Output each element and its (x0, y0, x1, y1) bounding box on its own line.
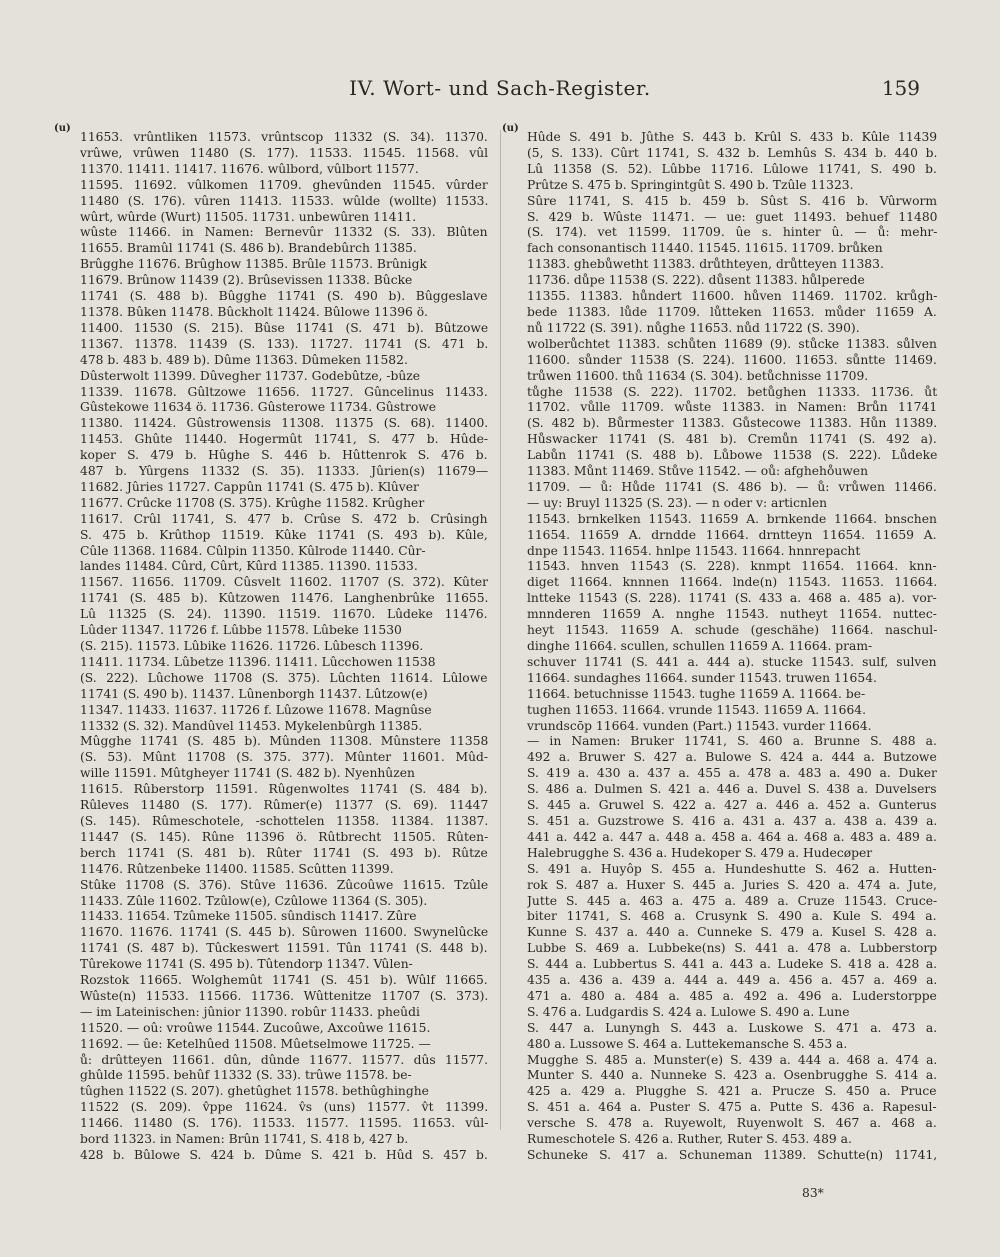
text-line: Sûre 11741, S. 415 b. 459 b. Sûst S. 416 b. Vûrworm (527, 193, 937, 208)
text-line: Lubbe S. 469 a. Lubbeke(ns) S. 441 a. 478 a. Lubberstorp (527, 941, 937, 956)
text-line: Gûstekowe 11634 ö. 11736. Gûsterowe 11734. Gûstrowe (80, 400, 437, 415)
text-line: Rozstok 11665. Wolghemût 11741 (S. 451 b). Wûlf 11665. (80, 973, 488, 988)
text-line: dinghe 11664. scullen, schullen 11659 A. 11664. pram- (527, 639, 873, 653)
text-line: S. 451 a. 464 a. Puster S. 475 a. Putte S. 436 a. Rapesul- (527, 1100, 937, 1115)
text-line: Rûleves 11480 (S. 177). Rûmer(e) 11377 (S. 69). 11447 (80, 798, 488, 813)
text-line: 11378. Bûken 11478. Bûckholt 11424. Bûlowe 11396 ö. (80, 304, 428, 319)
text-line: versche S. 478 a. Ruyewolt, Ruyenwolt S. 467 a. 468 a. (527, 1116, 937, 1131)
text-line: 435 a. 436 a. 439 a. 444 a. 449 a. 456 a. 457 a. 469 a. (527, 973, 937, 988)
text-line: 11741 (S. 487 b). Tûckeswert 11591. Tûn 11741 (S. 448 b). (80, 941, 488, 956)
text-line: wille 11591. Mûtgheyer 11741 (S. 482 b). Nyenhûzen (80, 766, 415, 781)
text-line: Mugghe S. 485 a. Munster(e) S. 439 a. 444 a. 468 a. 474 a. (527, 1052, 937, 1067)
text-line: Lûder 11347. 11726 f. Lûbbe 11578. Lûbeke 11530 (80, 623, 402, 638)
text-line: diget 11664. knnnen 11664. lnde(n) 11543. 11653. 11664. (527, 575, 937, 590)
text-line: Hûde S. 491 b. Jûthe S. 443 b. Krûl S. 433 b. Kûle 11439 (527, 130, 937, 144)
text-line: Kunne S. 437 a. 440 a. Cunneke S. 479 a. Kusel S. 428 a. (527, 925, 937, 940)
text-line: 11543. hnven 11543 (S. 228). knmpt 11654. 11664. knn- (527, 559, 937, 574)
text-line: 11433. 11654. Tzûmeke 11505. sûndisch 11417. Zûre (80, 909, 417, 924)
text-line: (S. 145). Rûmeschotele, -schottelen 11358. 11384. 11387. (80, 813, 488, 828)
text-line: 11400. 11530 (S. 215). Bûse 11741 (S. 471 b). Bûtzowe (80, 320, 488, 335)
text-line: nů 11722 (S. 391). nůghe 11653. nůd 11722 (S. 390). (527, 320, 860, 335)
text-line: Munter S. 440 a. Nunneke S. 423 a. Osenbrugghe S. 414 a. (527, 1068, 937, 1083)
text-line: S. 475 b. Krûthop 11519. Kûke 11741 (S. 493 b). Kûle, (80, 527, 488, 542)
text-line: (5, S. 133). Cûrt 11741, S. 432 b. Lemhûs S. 434 b. 440 b. (527, 145, 937, 160)
text-line: — im Lateinischen: jûnior 11390. robûr 11433. pheûdi (80, 1004, 420, 1019)
text-line: landes 11484. Cûrd, Cûrt, Kûrd 11385. 11390. 11533. (80, 559, 418, 574)
text-line: 11617. Crûl 11741, S. 477 b. Crûse S. 472 b. Crûsingh (80, 511, 488, 526)
text-line: 11741 (S. 490 b). 11437. Lûnenborgh 11437. Lûtzow(e) (80, 686, 428, 701)
text-line: 11332 (S. 32). Mandûvel 11453. Mykelenbûrgh 11385. (80, 718, 423, 733)
text-line: 11682. Jûries 11727. Cappûn 11741 (S. 475 b). Klûver (80, 479, 419, 494)
text-line: — in Namen: Bruker 11741, S. 460 a. Brunne S. 488 a. (527, 734, 937, 749)
page-title: IV. Wort- und Sach-Register. (349, 76, 651, 100)
text-line: — uy: Bruyl 11325 (S. 23). — n oder v: articnlen (527, 495, 828, 510)
text-line: fach consonantisch 11440. 11545. 11615. 11709. brůken (527, 241, 883, 256)
text-line: (S. 222). Lûchowe 11708 (S. 375). Lûchten 11614. Lûlowe (80, 670, 488, 685)
text-line: dnpe 11543. 11654. hnlpe 11543. 11664. hnnrepacht (527, 543, 861, 558)
text-line: 487 b. Yûrgens 11332 (S. 35). 11333. Jûrien(s) 11679— (80, 464, 488, 479)
text-line: 11543. brnkelken 11543. 11659 A. brnkende 11664. bnschen (527, 511, 937, 526)
text-line: 11741 (S. 485 b). Kûtzowen 11476. Langhenbrûke 11655. (80, 591, 488, 606)
text-line: 11653. vrûntliken 11573. vrûntscop 11332 (S. 34). 11370. (80, 130, 488, 144)
text-line: 11339. 11678. Gûltzowe 11656. 11727. Gûncelinus 11433. (80, 384, 488, 399)
text-line: 11670. 11676. 11741 (S. 445 b). Sûrowen 11600. Swynelûcke (80, 925, 488, 940)
text-line: 11453. Ghûte 11440. Hogermût 11741, S. 477 b. Hûde- (80, 432, 488, 447)
text-line: Cûle 11368. 11684. Cûlpin 11350. Kûlrode 11440. Cûr- (80, 543, 426, 558)
text-line: 11679. Brûnow 11439 (2). Brûsevissen 11338. Bûcke (80, 273, 413, 288)
text-line: 480 a. Lussowe S. 464 a. Luttekemansche S. 453 a. (527, 1036, 848, 1051)
text-line: (S. 174). vet 11599. 11709. ûe s. hinter û. — ů: mehr- (527, 225, 937, 240)
text-line: 11466. 11480 (S. 176). 11533. 11577. 11595. 11653. vûl- (80, 1116, 488, 1131)
text-line: trůwen 11600. thů 11634 (S. 304). betůchnisse 11709. (527, 368, 869, 383)
text-line: mnnderen 11659 A. nnghe 11543. nutheyt 11654. nuttec- (527, 607, 937, 622)
text-line: rok S. 487 a. Huxer S. 445 a. Juries S. 420 a. 474 a. Jute, (527, 877, 937, 892)
text-line: wûrt, wûrde (Wurt) 11505. 11731. unbewûren 11411. (80, 209, 417, 224)
text-line: 11702. vůlle 11709. wůste 11383. in Namen: Brůn 11741 (527, 400, 937, 415)
text-line: Mûgghe 11741 (S. 485 b). Mûnden 11308. Mûnstere 11358 (80, 734, 488, 749)
text-line: 11370. 11411. 11417. 11676. wûlbord, vûlbort 11577. (80, 161, 419, 176)
text-line: 11654. 11659 A. drndde 11664. drntteyn 11654. 11659 A. (527, 527, 937, 542)
text-line: 11447 (S. 145). Rûne 11396 ö. Rûtbrecht 11505. Rûten- (80, 829, 488, 844)
text-line: bede 11383. lůde 11709. lůtteken 11653. můder 11659 A. (527, 304, 937, 319)
page-header (0, 76, 1000, 106)
text-line: 11383. Můnt 11469. Stůve 11542. — oů: afgheho̊uwen (527, 464, 869, 479)
text-line: 11522 (S. 209). v̂ppe 11624. v̂s (uns) 11577. v̂t 11399. (80, 1100, 488, 1115)
text-line: 11595. 11692. vûlkomen 11709. ghevûnden 11545. vûrder (80, 177, 488, 192)
text-line: S. 486 a. Dulmen S. 421 a. 446 a. Duvel S. 438 a. Duvelsers (527, 782, 937, 797)
text-line: 11383. ghebůwetht 11383. drůthteyen, drůtteyen 11383. (527, 257, 884, 272)
sheet-signature: 83* (802, 1186, 824, 1200)
text-line: bord 11323. in Namen: Brûn 11741, S. 418 b, 427 b. (80, 1132, 409, 1147)
text-line: tûghen 11522 (S. 207). ghetûghet 11578. bethûghinghe (80, 1084, 429, 1099)
text-line: (S. 215). 11573. Lûbike 11626. 11726. Lûbesch 11396. (80, 639, 424, 653)
right-column (527, 130, 937, 1164)
text-line: 11741 (S. 488 b). Bûgghe 11741 (S. 490 b). Bûggeslave (80, 289, 488, 304)
column-divider (500, 130, 501, 1130)
text-line: koper S. 479 b. Hûghe S. 446 b. Hûttenrok S. 476 b. (80, 448, 488, 463)
text-line: tůghe 11538 (S. 222). 11702. betůghen 11333. 11736. ůt (527, 384, 937, 399)
text-line: Tûrekowe 11741 (S. 495 b). Tûtendorp 11347. Vûlen- (80, 957, 413, 972)
text-line: 11380. 11424. Gûstrowensis 11308. 11375 (S. 68). 11400. (80, 416, 488, 431)
text-line: 11567. 11656. 11709. Cûsvelt 11602. 11707 (S. 372). Kûter (80, 575, 488, 590)
text-line: S. 429 b. Wûste 11471. — ue: guet 11493. behuef 11480 (527, 209, 937, 224)
text-line: 492 a. Bruwer S. 427 a. Bulowe S. 424 a. 444 a. Butzowe (527, 750, 937, 765)
text-line: Hůswacker 11741 (S. 481 b). Cremůn 11741 (S. 492 a). (527, 432, 937, 447)
text-line: S. 445 a. Gruwel S. 422 a. 427 a. 446 a. 452 a. Gunterus (527, 798, 937, 813)
text-line: 441 a. 442 a. 447 a. 448 a. 458 a. 464 a. 468 a. 483 a. 489 a. (527, 829, 937, 844)
text-line: S. 447 a. Lunyngh S. 443 a. Luskowe S. 471 a. 473 a. (527, 1020, 937, 1035)
left-column-marker: (u) (54, 123, 71, 134)
text-line: 11411. 11734. Lûbetze 11396. 11411. Lûcchowen 11538 (80, 654, 436, 669)
text-line: schuver 11741 (S. 441 a. 444 a). stucke 11543. sulf, sulven (527, 654, 937, 669)
text-line: 11520. — oû: vroûwe 11544. Zucoûwe, Axcoûwe 11615. (80, 1020, 431, 1035)
text-line: 11664. sundaghes 11664. sunder 11543. truwen 11654. (527, 670, 877, 685)
text-line: 11476. Rûtzenbeke 11400. 11585. Scûtten 11399. (80, 861, 394, 876)
text-line: 428 b. Bûlowe S. 424 b. Dûme S. 421 b. Hûd S. 457 b. (80, 1148, 488, 1162)
text-line: vrûwe, vrûwen 11480 (S. 177). 11533. 11545. 11568. vûl (80, 145, 488, 160)
text-line: 11736. důpe 11538 (S. 222). důsent 11383. hůlperede (527, 273, 865, 288)
text-line: tughen 11653. 11664. vrunde 11543. 11659 A. 11664. (527, 702, 867, 717)
text-line: 11367. 11378. 11439 (S. 133). 11727. 11741 (S. 471 b. (80, 336, 488, 351)
text-line: wolberůchtet 11383. schůten 11689 (9). stůcke 11383. sůlven (527, 336, 937, 351)
text-line: Dûsterwolt 11399. Dûvegher 11737. Godebûtze, -bûze (80, 368, 421, 383)
text-line: 11600. sůnder 11538 (S. 224). 11600. 11653. sůntte 11469. (527, 352, 937, 367)
text-line: 11615. Rûberstorp 11591. Rûgenwoltes 11741 (S. 484 b). (80, 782, 488, 797)
text-line: Rumeschotele S. 426 a. Ruther, Ruter S. 453. 489 a. (527, 1132, 852, 1147)
text-line: Jutte S. 445 a. 463 a. 475 a. 489 a. Cruze 11543. Cruce- (527, 893, 937, 908)
text-line: Labůn 11741 (S. 488 b). Lůbowe 11538 (S. 222). Lůdeke (527, 448, 937, 463)
text-line: 11677. Crûcke 11708 (S. 375). Krûghe 11582. Krûgher (80, 495, 425, 510)
text-line: ghûlde 11595. behûf 11332 (S. 33). trûwe 11578. be- (80, 1068, 412, 1083)
text-line: S. 476 a. Ludgardis S. 424 a. Lulowe S. 490 a. Lune (527, 1004, 850, 1019)
text-line: Wûste(n) 11533. 11566. 11736. Wûttenitze 11707 (S. 373). (80, 988, 488, 1003)
text-line: S. 491 a. Huyôp S. 455 a. Hundeshutte S. 462 a. Hutten- (527, 861, 937, 876)
text-line: 11433. Zûle 11602. Tzûlow(e), Czûlowe 11364 (S. 305). (80, 893, 428, 908)
text-line: wûste 11466. in Namen: Bernevûr 11332 (S. 33). Blûten (80, 225, 488, 240)
left-column (80, 130, 488, 1164)
page-number: 159 (881, 76, 920, 100)
text-line: 11664. betuchnisse 11543. tughe 11659 A. 11664. be- (527, 686, 866, 701)
text-line: Stûke 11708 (S. 376). Stûve 11636. Zûcoûwe 11615. Tzûle (80, 877, 488, 892)
text-line: 11709. — ů: Hůde 11741 (S. 486 b). — ů: vrůwen 11466. (527, 479, 937, 494)
text-line: Brûgghe 11676. Brûghow 11385. Brûle 11573. Brûnigk (80, 257, 427, 272)
text-line: Halebrugghe S. 436 a. Hudekoper S. 479 a. Hudecøper (527, 845, 873, 860)
text-line: Lû 11358 (S. 52). Lûbbe 11716. Lûlowe 11741, S. 490 b. (527, 161, 937, 176)
text-line: 478 b. 483 b. 489 b). Dûme 11363. Dûmeken 11582. (80, 352, 408, 367)
text-line: ů: drûtteyen 11661. dûn, dûnde 11677. 11577. dûs 11577. (80, 1052, 488, 1067)
text-line: 425 a. 429 a. Plugghe S. 421 a. Prucze S. 450 a. Pruce (527, 1084, 937, 1099)
text-line: 11655. Bramûl 11741 (S. 486 b). Brandebûrch 11385. (80, 241, 417, 256)
text-line: S. 419 a. 430 a. 437 a. 455 a. 478 a. 483 a. 490 a. Duker (527, 766, 937, 781)
text-line: (S. 482 b). Bůrmester 11383. Gůstecowe 11383. Hůn 11389. (527, 416, 937, 431)
text-line: vrundscōp 11664. vunden (Part.) 11543. vurder 11664. (527, 718, 872, 733)
text-line: 11692. — ûe: Ketelhûed 11508. Mûetselmowe 11725. — (80, 1036, 431, 1051)
text-line: (S. 53). Mûnt 11708 (S. 375. 377). Mûnter 11601. Mûd- (80, 750, 488, 765)
text-line: lntteke 11543 (S. 228). 11741 (S. 433 a. 468 a. 485 a). vor- (527, 591, 937, 606)
text-line: Prûtze S. 475 b. Springintgût S. 490 b. Tzûle 11323. (527, 177, 854, 192)
text-line: 471 a. 480 a. 484 a. 485 a. 492 a. 496 a. Luderstorppe (527, 988, 937, 1003)
text-line: berch 11741 (S. 481 b). Rûter 11741 (S. 493 b). Rûtze (80, 845, 488, 860)
text-line: Schuneke S. 417 a. Schuneman 11389. Schutte(n) 11741, (527, 1148, 937, 1162)
text-line: 11480 (S. 176). vûren 11413. 11533. wûlde (wollte) 11533. (80, 193, 488, 208)
text-line: 11347. 11433. 11637. 11726 f. Lûzowe 11678. Magnûse (80, 702, 432, 717)
text-line: S. 444 a. Lubbertus S. 441 a. 443 a. Ludeke S. 418 a. 428 a. (527, 957, 937, 972)
right-column-marker: (u) (502, 123, 519, 134)
text-line: 11355. 11383. hůndert 11600. hůven 11469. 11702. krůgh- (527, 289, 937, 304)
text-line: Lû 11325 (S. 24). 11390. 11519. 11670. Lûdeke 11476. (80, 607, 488, 622)
text-line: biter 11741, S. 468 a. Crusynk S. 490 a. Kule S. 494 a. (527, 909, 937, 924)
text-line: S. 451 a. Guzstrowe S. 416 a. 431 a. 437 a. 438 a. 439 a. (527, 813, 937, 828)
text-line: heyt 11543. 11659 A. schude (geschähe) 11664. naschul- (527, 623, 937, 638)
